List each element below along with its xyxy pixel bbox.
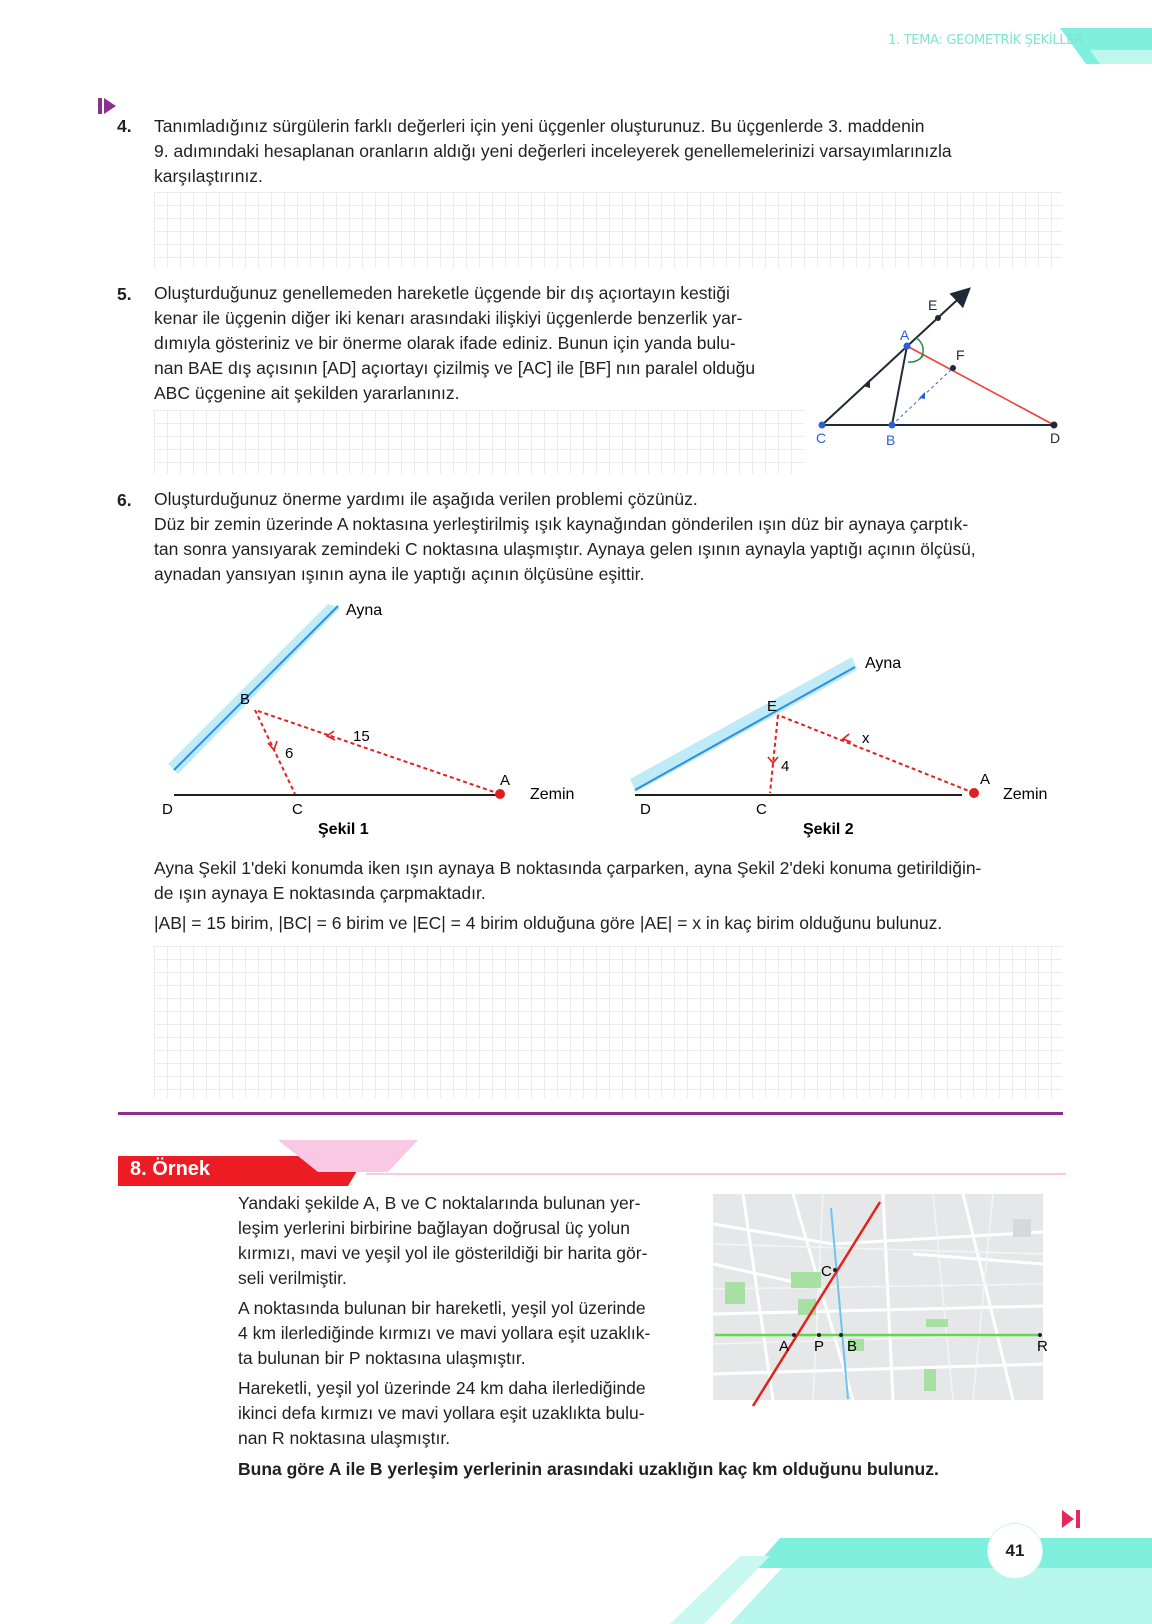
ray-ae (778, 715, 974, 793)
segment-ad (907, 346, 1054, 425)
page-number: 41 (988, 1524, 1042, 1578)
ornek-line: A noktasında bulunan bir hareketli, yeşil yol üzerinde (238, 1298, 646, 1318)
ray-ec (770, 715, 778, 793)
q6-after-line: Ayna Şekil 1'deki konumda iken ışın aynaya B noktasında çarparken, ayna Şekil 2'deki konuma getirildiğin- (154, 858, 982, 878)
label-b: B (886, 432, 896, 448)
q4-answer-grid[interactable] (154, 192, 1062, 268)
ornek-line: ikinci defa kırmızı ve mavi yollara eşit uzaklıkta bulu- (238, 1403, 645, 1423)
ornek-paragraph-3 (238, 1376, 690, 1451)
label-e: E (928, 297, 938, 313)
ornek-paragraph-2 (238, 1296, 690, 1371)
length-ec: 4 (781, 758, 790, 775)
q5-line: kenar ile üçgenin diğer iki kenarı arasındaki ilişkiyi üçgenlerde benzerlik yar- (154, 308, 743, 328)
mirror (635, 667, 855, 790)
q6-after-line: |AB| = 15 birim, |BC| = 6 birim ve |EC| = 4 birim olduğuna göre |AE| = x in kaç birim olduğunu bulunuz. (154, 913, 943, 933)
label-a: A (500, 772, 511, 789)
mirror (174, 606, 338, 770)
label-c: C (292, 801, 303, 818)
ornek-title: 8. Örnek (130, 1158, 211, 1180)
mirror-label: Ayna (346, 602, 383, 619)
q5-line: ABC üçgenine ait şekilden yararlanınız. (154, 383, 460, 403)
q6-text (154, 487, 1062, 587)
label-b: B (240, 691, 251, 708)
ornek-question: Buna göre A ile B yerleşim yerlerinin arasındaki uzaklığın kaç km olduğunu bulunuz. (238, 1459, 939, 1479)
q6-line: Oluşturduğunuz önerme yardımı ile aşağıda verilen problemi çözünüz. (154, 489, 698, 509)
q4-number: 4. (117, 116, 132, 136)
q4-line: Tanımladığınız sürgülerin farklı değerleri için yeni üçgenler oluşturunuz. Bu üçgenlerde 3. maddenin (154, 116, 925, 136)
q6-line: tan sonra yansıyarak zemindeki C noktasına ulaşmıştır. Aynaya gelen ışının aynayla yaptığı açının ölçüsü, (154, 539, 976, 559)
label-a: A (900, 327, 910, 343)
q5-text (154, 281, 809, 406)
map-label-r: R (1037, 1338, 1048, 1355)
ornek-line: leşim yerlerini birbirine bağlayan doğrusal üç yolun (238, 1218, 631, 1238)
figure-caption: Şekil 2 (803, 821, 854, 838)
q5-line: nan BAE dış açısının [AD] açıortayı çizilmiş ve [AC] ile [BF] nın paralel olduğu (154, 358, 756, 378)
ornek-paragraph-1 (238, 1191, 690, 1291)
q4-line: 9. adımındaki hesaplanan oranların aldığı yeni değerleri inceleyerek genellemelerinizi varsayımlarınızla (154, 141, 952, 161)
q6-line: aynadan yansıyan ışının ayna ile yaptığı açının ölçüsüne eşittir. (154, 564, 645, 584)
ornek-banner (118, 1140, 1066, 1186)
ornek-line: kırmızı, mavi ve yeşil yol ile gösterildiği bir harita gör- (238, 1243, 648, 1263)
next-page-arrow-icon (1062, 1508, 1084, 1530)
map-label-c: C (821, 1263, 832, 1280)
mirror-label: Ayna (865, 655, 902, 672)
arrow-right-icon (98, 96, 120, 116)
ground-label: Zemin (1003, 786, 1048, 803)
q6-answer-grid[interactable] (154, 946, 1062, 1098)
figure-2 (630, 645, 1050, 845)
ornek-line: 4 km ilerlediğinde kırmızı ve mavi yollara eşit uzaklık- (238, 1323, 651, 1343)
ornek-line: Hareketli, yeşil yol üzerinde 24 km daha ilerlediğinde (238, 1378, 646, 1398)
label-d: D (1050, 430, 1061, 446)
label-c: C (816, 430, 827, 446)
q5-line: dımıyla gösteriniz ve bir önerme olarak ifade ediniz. Bunun için yanda bulu- (154, 333, 736, 353)
label-d: D (162, 801, 173, 818)
figure-caption: Şekil 1 (318, 821, 369, 838)
map-label-b: B (847, 1338, 858, 1355)
ornek-line: ta bulunan bir P noktasına ulaşmıştır. (238, 1348, 526, 1368)
q6-problem-text (154, 856, 1062, 936)
label-f: F (956, 347, 965, 363)
q6-after-line: de ışın aynaya E noktasında çarpmaktadır. (154, 883, 486, 903)
footer-decoration (670, 1538, 1152, 1624)
map-label-p: P (814, 1338, 825, 1355)
map-figure (713, 1194, 1048, 1400)
q5-line: Oluşturduğunuz genellemeden hareketle üçgende bir dış açıortayın kestiği (154, 283, 730, 303)
q4-line: karşılaştırınız. (154, 166, 263, 186)
ornek-line: nan R noktasına ulaşmıştır. (238, 1428, 451, 1448)
label-e: E (767, 698, 778, 715)
q6-line: Düz bir zemin üzerinde A noktasına yerleştirilmiş ışık kaynağından gönderilen ışın düz bir aynaya çarptık- (154, 514, 969, 534)
ornek-line: seli verilmiştir. (238, 1268, 347, 1288)
q6-number: 6. (117, 490, 132, 510)
section-divider (118, 1112, 1063, 1115)
q5-number: 5. (117, 284, 132, 304)
label-c: C (756, 801, 767, 818)
ground-label: Zemin (530, 786, 575, 803)
label-a: A (980, 771, 991, 788)
label-d: D (640, 801, 651, 818)
q4-text (154, 114, 1062, 189)
q5-triangle-figure (800, 278, 1070, 458)
length-ae: x (862, 730, 870, 747)
ornek-line: Yandaki şekilde A, B ve C noktalarında bulunan yer- (238, 1193, 641, 1213)
ornek-text (238, 1191, 690, 1451)
figure-1 (150, 598, 590, 838)
map-label-a: A (779, 1338, 790, 1355)
q5-answer-grid[interactable] (154, 410, 804, 474)
length-bc: 6 (285, 745, 294, 762)
theme-title: 1. TEMA: GEOMETRİK ŞEKİLLER (888, 33, 1083, 48)
length-ab: 15 (353, 728, 370, 745)
mirror-band (630, 657, 857, 792)
